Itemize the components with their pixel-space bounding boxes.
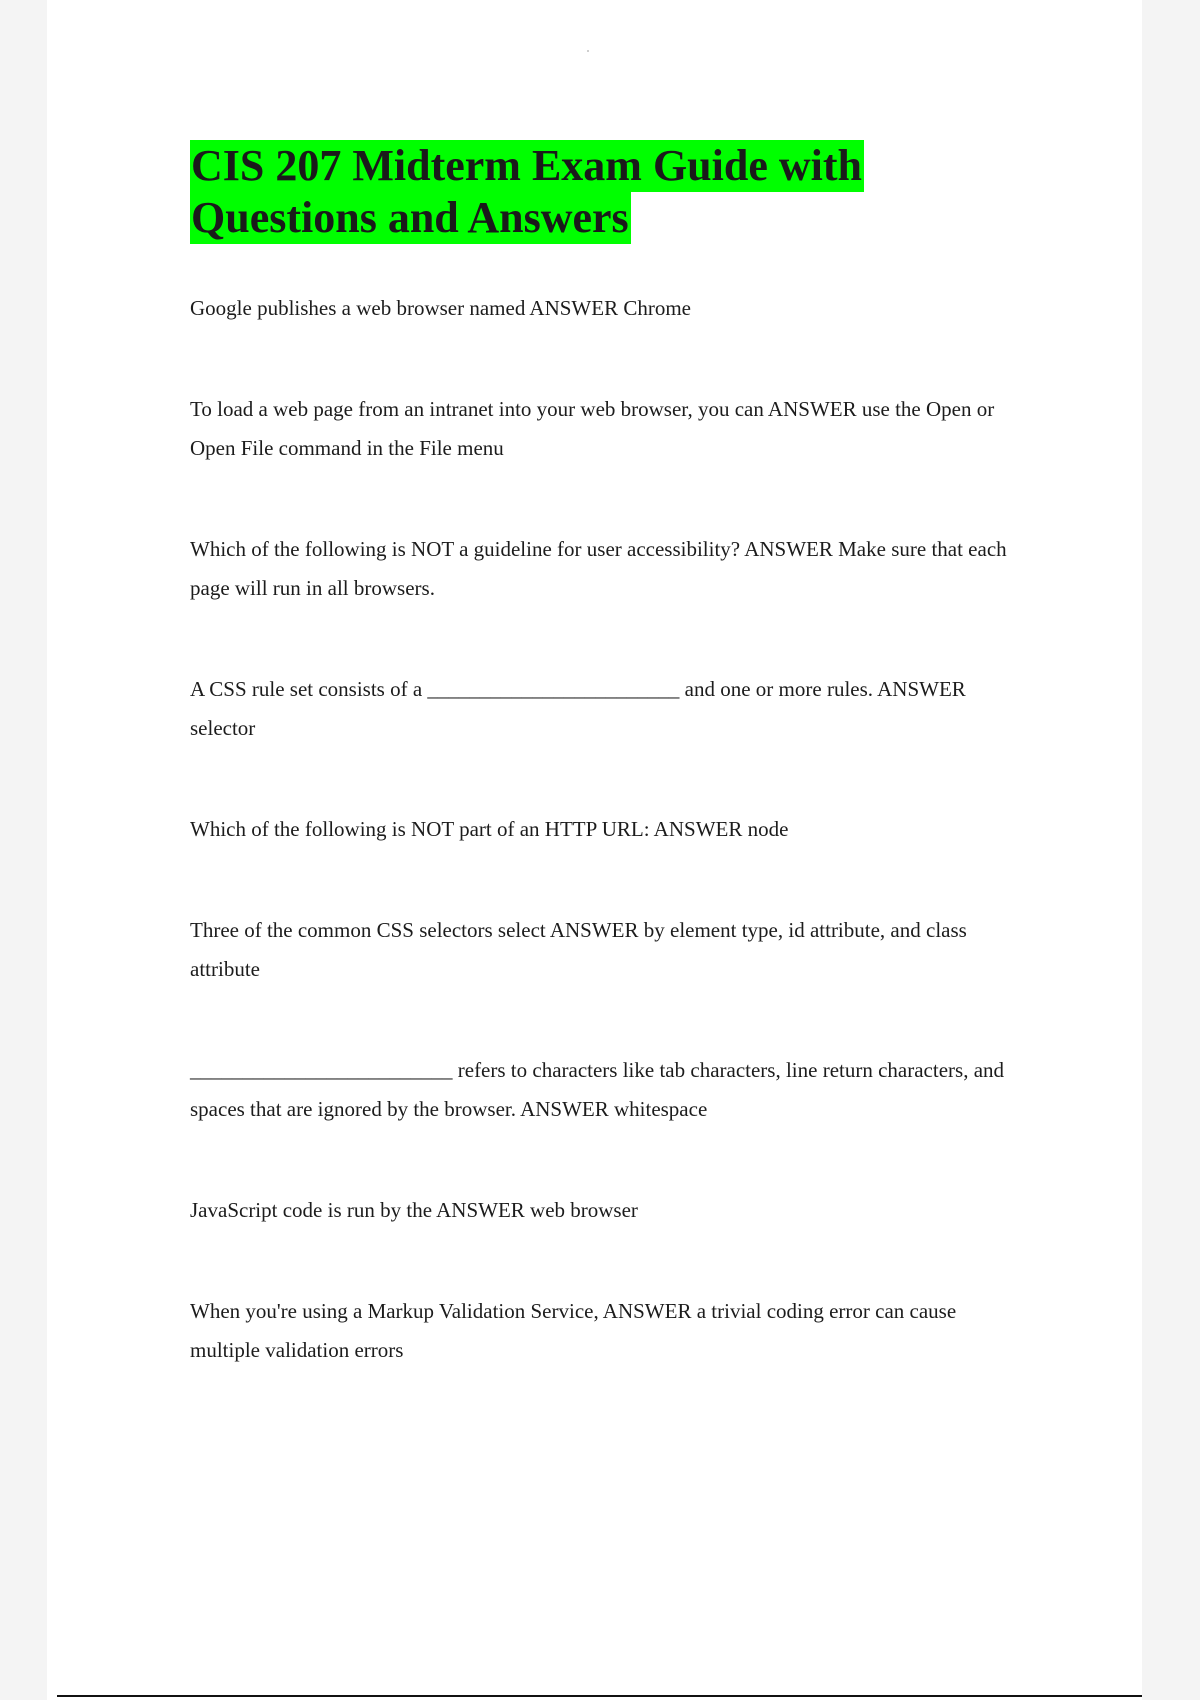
document-page [47,0,1142,1700]
page-mark [587,50,589,52]
qa-item-4: A CSS rule set consists of a ________________________ and one or more rules. ANSWER selector [190,677,966,740]
title-line-2: Questions and Answers [191,193,629,242]
qa-item-1: Google publishes a web browser named ANSWER Chrome [190,296,691,320]
qa-item-6: Three of the common CSS selectors select ANSWER by element type, id attribute, and class attribute [190,918,967,981]
qa-item-2: To load a web page from an intranet into your web browser, you can ANSWER use the Open or Open File command in the File menu [190,397,995,460]
footer-divider [57,1695,1142,1697]
title-line-1: CIS 207 Midterm Exam Guide with [191,141,862,190]
qa-item-5: Which of the following is NOT part of an HTTP URL: ANSWER node [190,817,789,841]
qa-item-7: _________________________ refers to characters like tab characters, line return characters, and spaces that are ignored by the browser. ANSWER whitespace [190,1058,1005,1121]
qa-item-3: Which of the following is NOT a guideline for user accessibility? ANSWER Make sure that each page will run in all browsers. [190,537,1007,600]
qa-item-9: When you're using a Markup Validation Service, ANSWER a trivial coding error can cause multiple validation errors [190,1299,957,1362]
document-title [190,140,864,244]
qa-item-8: JavaScript code is run by the ANSWER web browser [190,1198,638,1222]
